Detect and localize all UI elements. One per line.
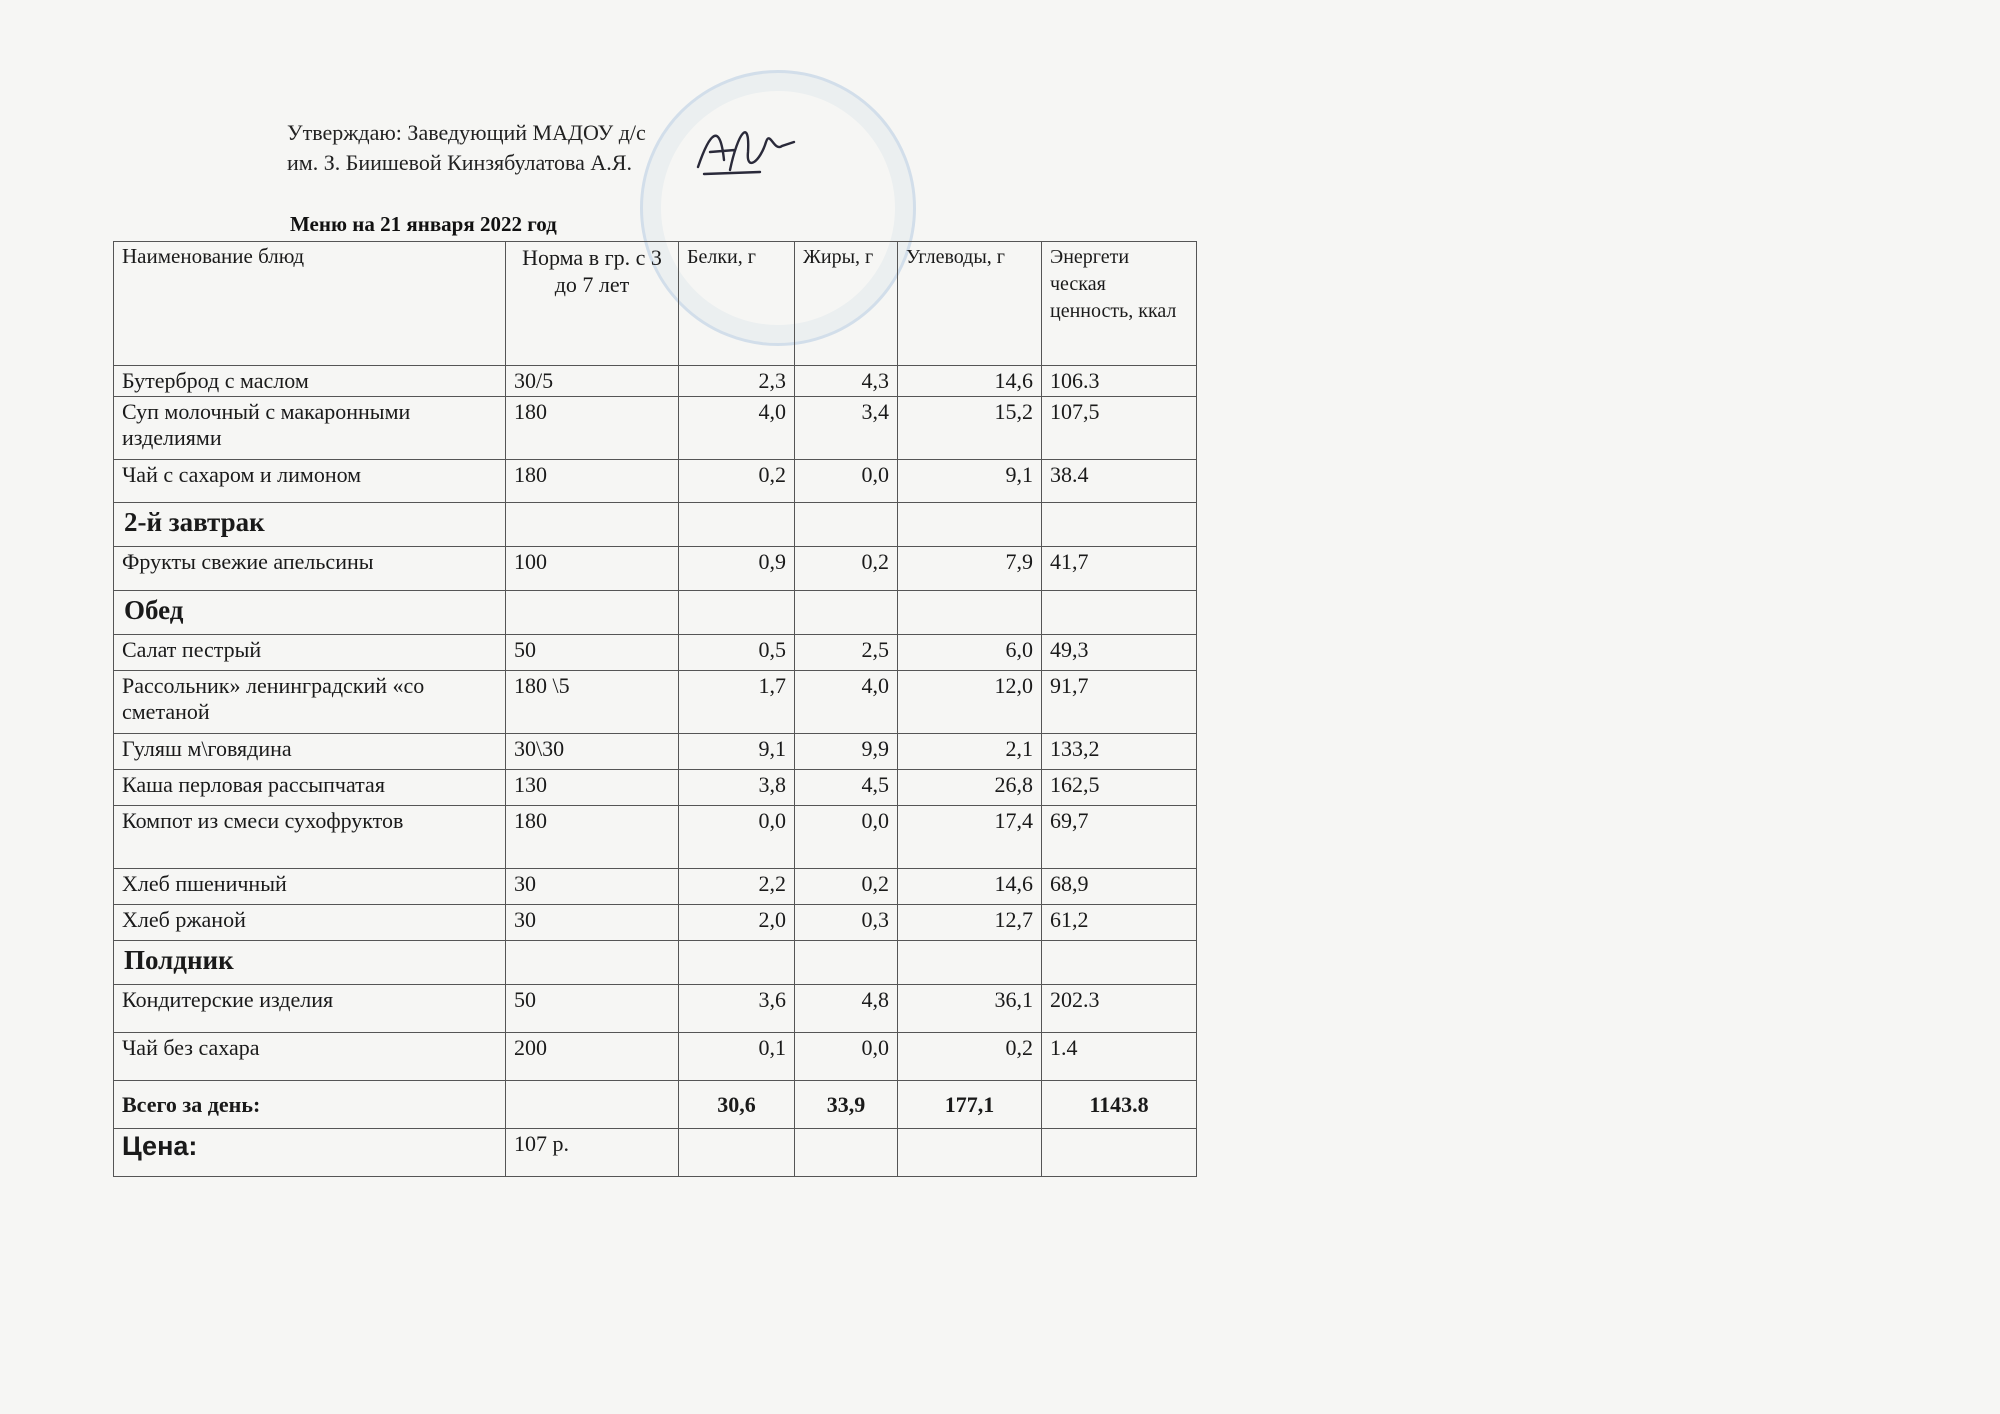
section-empty-cell <box>898 941 1042 985</box>
dish-name: Каша перловая рассыпчатая <box>114 770 506 806</box>
price-row <box>114 1129 1197 1177</box>
section-row <box>114 503 1197 547</box>
section-title: 2-й завтрак <box>114 503 506 547</box>
dish-kcal: 69,7 <box>1042 806 1197 869</box>
dish-norm: 30 <box>506 869 679 905</box>
header-fat: Жиры, г <box>795 242 898 366</box>
dish-kcal: 162,5 <box>1042 770 1197 806</box>
section-empty-cell <box>898 503 1042 547</box>
dish-norm: 50 <box>506 635 679 671</box>
menu-table <box>113 241 1197 1177</box>
dish-carbs: 7,9 <box>898 547 1042 591</box>
header-norm: Норма в гр. с 3 до 7 лет <box>506 242 679 366</box>
dish-carbs: 17,4 <box>898 806 1042 869</box>
dish-protein: 2,3 <box>679 366 795 397</box>
dish-name: Чай без сахара <box>114 1033 506 1081</box>
table-row <box>114 397 1197 460</box>
approval-line-2: им. З. Биишевой Кинзябулатова А.Я. <box>287 150 632 175</box>
dish-norm: 180 \5 <box>506 671 679 734</box>
section-empty-cell <box>795 591 898 635</box>
dish-norm: 30/5 <box>506 366 679 397</box>
dish-name: Кондитерские изделия <box>114 985 506 1033</box>
dish-norm: 180 <box>506 397 679 460</box>
dish-protein: 0,1 <box>679 1033 795 1081</box>
dish-protein: 1,7 <box>679 671 795 734</box>
table-row <box>114 671 1197 734</box>
approval-line-1: Утверждаю: Заведующий МАДОУ д/с <box>287 120 646 145</box>
section-empty-cell <box>506 503 679 547</box>
dish-protein: 4,0 <box>679 397 795 460</box>
dish-kcal: 41,7 <box>1042 547 1197 591</box>
dish-norm: 30 <box>506 905 679 941</box>
section-row <box>114 941 1197 985</box>
dish-name: Хлеб ржаной <box>114 905 506 941</box>
table-row <box>114 1033 1197 1081</box>
dish-protein: 2,0 <box>679 905 795 941</box>
dish-carbs: 14,6 <box>898 366 1042 397</box>
dish-name: Рассольник» ленинградский «со сметаной <box>114 671 506 734</box>
total-label: Всего за день: <box>114 1081 506 1129</box>
dish-carbs: 0,2 <box>898 1033 1042 1081</box>
dish-norm: 130 <box>506 770 679 806</box>
dish-name: Гуляш м\говядина <box>114 734 506 770</box>
dish-name: Бутерброд с маслом <box>114 366 506 397</box>
price-empty-cell <box>679 1129 795 1177</box>
dish-carbs: 36,1 <box>898 985 1042 1033</box>
dish-norm: 180 <box>506 806 679 869</box>
table-row <box>114 635 1197 671</box>
table-row <box>114 734 1197 770</box>
dish-carbs: 26,8 <box>898 770 1042 806</box>
dish-kcal: 91,7 <box>1042 671 1197 734</box>
section-title: Полдник <box>114 941 506 985</box>
price-empty-cell <box>898 1129 1042 1177</box>
section-empty-cell <box>506 591 679 635</box>
dish-fat: 0,2 <box>795 869 898 905</box>
dish-name: Салат пестрый <box>114 635 506 671</box>
header-protein: Белки, г <box>679 242 795 366</box>
table-row <box>114 905 1197 941</box>
dish-carbs: 6,0 <box>898 635 1042 671</box>
dish-norm: 100 <box>506 547 679 591</box>
price-empty-cell <box>1042 1129 1197 1177</box>
dish-carbs: 12,7 <box>898 905 1042 941</box>
dish-fat: 0,3 <box>795 905 898 941</box>
dish-protein: 0,0 <box>679 806 795 869</box>
total-protein: 30,6 <box>679 1081 795 1129</box>
section-row <box>114 591 1197 635</box>
dish-carbs: 15,2 <box>898 397 1042 460</box>
dish-kcal: 1.4 <box>1042 1033 1197 1081</box>
dish-fat: 4,0 <box>795 671 898 734</box>
dish-protein: 0,5 <box>679 635 795 671</box>
section-empty-cell <box>1042 503 1197 547</box>
dish-kcal: 68,9 <box>1042 869 1197 905</box>
section-title: Обед <box>114 591 506 635</box>
dish-fat: 0,0 <box>795 460 898 503</box>
dish-carbs: 9,1 <box>898 460 1042 503</box>
section-empty-cell <box>1042 941 1197 985</box>
section-empty-cell <box>1042 591 1197 635</box>
table-row <box>114 460 1197 503</box>
dish-protein: 2,2 <box>679 869 795 905</box>
dish-kcal: 38.4 <box>1042 460 1197 503</box>
dish-kcal: 107,5 <box>1042 397 1197 460</box>
dish-name: Хлеб пшеничный <box>114 869 506 905</box>
section-empty-cell <box>679 503 795 547</box>
table-row <box>114 806 1197 869</box>
dish-name: Суп молочный с макаронными изделиями <box>114 397 506 460</box>
table-row <box>114 547 1197 591</box>
table-row <box>114 985 1197 1033</box>
table-row <box>114 366 1197 397</box>
dish-fat: 4,8 <box>795 985 898 1033</box>
dish-fat: 0,0 <box>795 806 898 869</box>
dish-protein: 0,2 <box>679 460 795 503</box>
dish-name: Фрукты свежие апельсины <box>114 547 506 591</box>
section-empty-cell <box>795 941 898 985</box>
dish-fat: 0,2 <box>795 547 898 591</box>
price-label: Цена: <box>114 1129 506 1177</box>
dish-protein: 9,1 <box>679 734 795 770</box>
table-row <box>114 770 1197 806</box>
total-fat: 33,9 <box>795 1081 898 1129</box>
dish-kcal: 61,2 <box>1042 905 1197 941</box>
dish-fat: 4,5 <box>795 770 898 806</box>
dish-protein: 3,6 <box>679 985 795 1033</box>
price-empty-cell <box>795 1129 898 1177</box>
dish-fat: 2,5 <box>795 635 898 671</box>
dish-carbs: 14,6 <box>898 869 1042 905</box>
dish-name: Компот из смеси сухофруктов <box>114 806 506 869</box>
dish-protein: 0,9 <box>679 547 795 591</box>
section-empty-cell <box>506 941 679 985</box>
section-empty-cell <box>795 503 898 547</box>
table-header-row <box>114 242 1197 366</box>
dish-kcal: 202.3 <box>1042 985 1197 1033</box>
header-carbs: Углеводы, г <box>898 242 1042 366</box>
dish-carbs: 2,1 <box>898 734 1042 770</box>
dish-kcal: 133,2 <box>1042 734 1197 770</box>
dish-fat: 4,3 <box>795 366 898 397</box>
dish-kcal: 49,3 <box>1042 635 1197 671</box>
dish-protein: 3,8 <box>679 770 795 806</box>
dish-norm: 180 <box>506 460 679 503</box>
dish-name: Чай с сахаром и лимоном <box>114 460 506 503</box>
menu-title: Меню на 21 января 2022 год <box>290 212 557 236</box>
dish-fat: 0,0 <box>795 1033 898 1081</box>
total-kcal: 1143.8 <box>1042 1081 1197 1129</box>
signature-icon <box>690 112 800 192</box>
price-value: 107 р. <box>506 1129 679 1177</box>
approval-block <box>287 118 646 178</box>
total-carbs: 177,1 <box>898 1081 1042 1129</box>
dish-norm: 50 <box>506 985 679 1033</box>
dish-kcal: 106.3 <box>1042 366 1197 397</box>
section-empty-cell <box>898 591 1042 635</box>
menu-table-body <box>114 366 1197 1081</box>
header-name: Наименование блюд <box>114 242 506 366</box>
total-norm-empty <box>506 1081 679 1129</box>
dish-fat: 9,9 <box>795 734 898 770</box>
dish-carbs: 12,0 <box>898 671 1042 734</box>
dish-norm: 200 <box>506 1033 679 1081</box>
dish-fat: 3,4 <box>795 397 898 460</box>
section-empty-cell <box>679 591 795 635</box>
section-empty-cell <box>679 941 795 985</box>
header-energy: Энергети ческая ценность, ккал <box>1042 242 1197 366</box>
table-row <box>114 869 1197 905</box>
dish-norm: 30\30 <box>506 734 679 770</box>
total-row <box>114 1081 1197 1129</box>
